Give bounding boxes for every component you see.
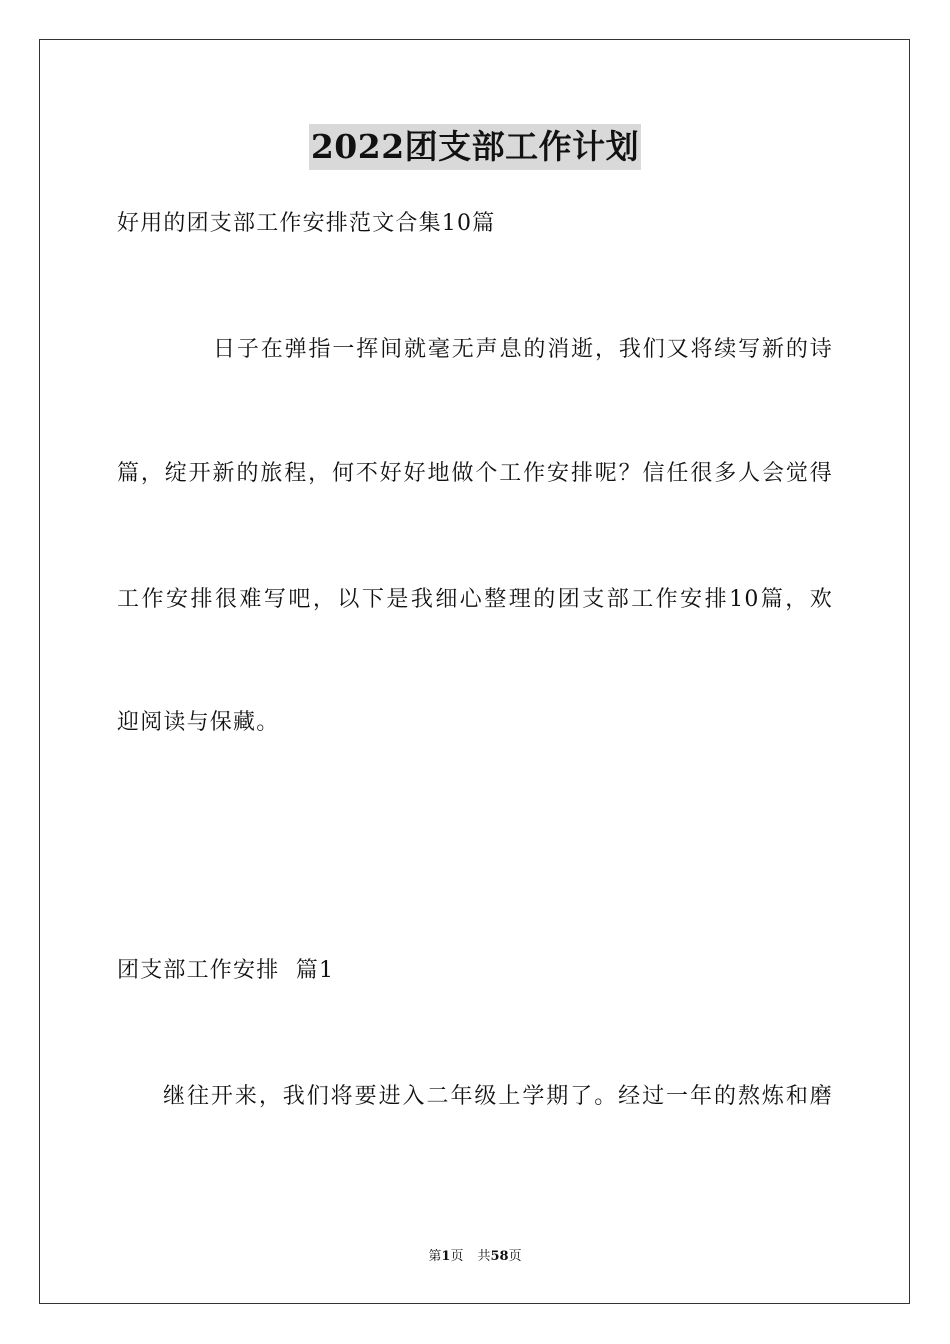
footer-page-prefix: 第 [428,1249,442,1264]
intro-line-2: 篇，绽开新的旅程，何不好好地做个工作安排呢？信任很多人会觉得 [117,461,833,486]
footer-page-suffix: 页 [450,1249,464,1264]
document-title: 2022团支部工作计划 [309,124,641,170]
footer-total-pages: 58 [490,1249,509,1264]
footer-total-prefix: 共 [477,1249,491,1264]
document-subtitle: 好用的团支部工作安排范文合集10篇 [117,211,496,236]
page-footer [0,1248,950,1266]
section-line-1: 继往开来，我们将要进入二年级上学期了。经过一年的熬炼和磨 [163,1084,833,1109]
title-container [0,124,950,170]
footer-page-current: 1 [441,1249,451,1264]
intro-line-3: 工作安排很难写吧，以下是我细心整理的团支部工作安排10篇，欢 [117,587,833,612]
intro-line-1: 日子在弹指一挥间就毫无声息的消逝，我们又将续写新的诗 [213,337,833,362]
footer-total-suffix: 页 [508,1249,522,1264]
intro-line-4: 迎阅读与保藏。 [117,710,280,735]
section-heading: 团支部工作安排 篇1 [117,958,335,983]
